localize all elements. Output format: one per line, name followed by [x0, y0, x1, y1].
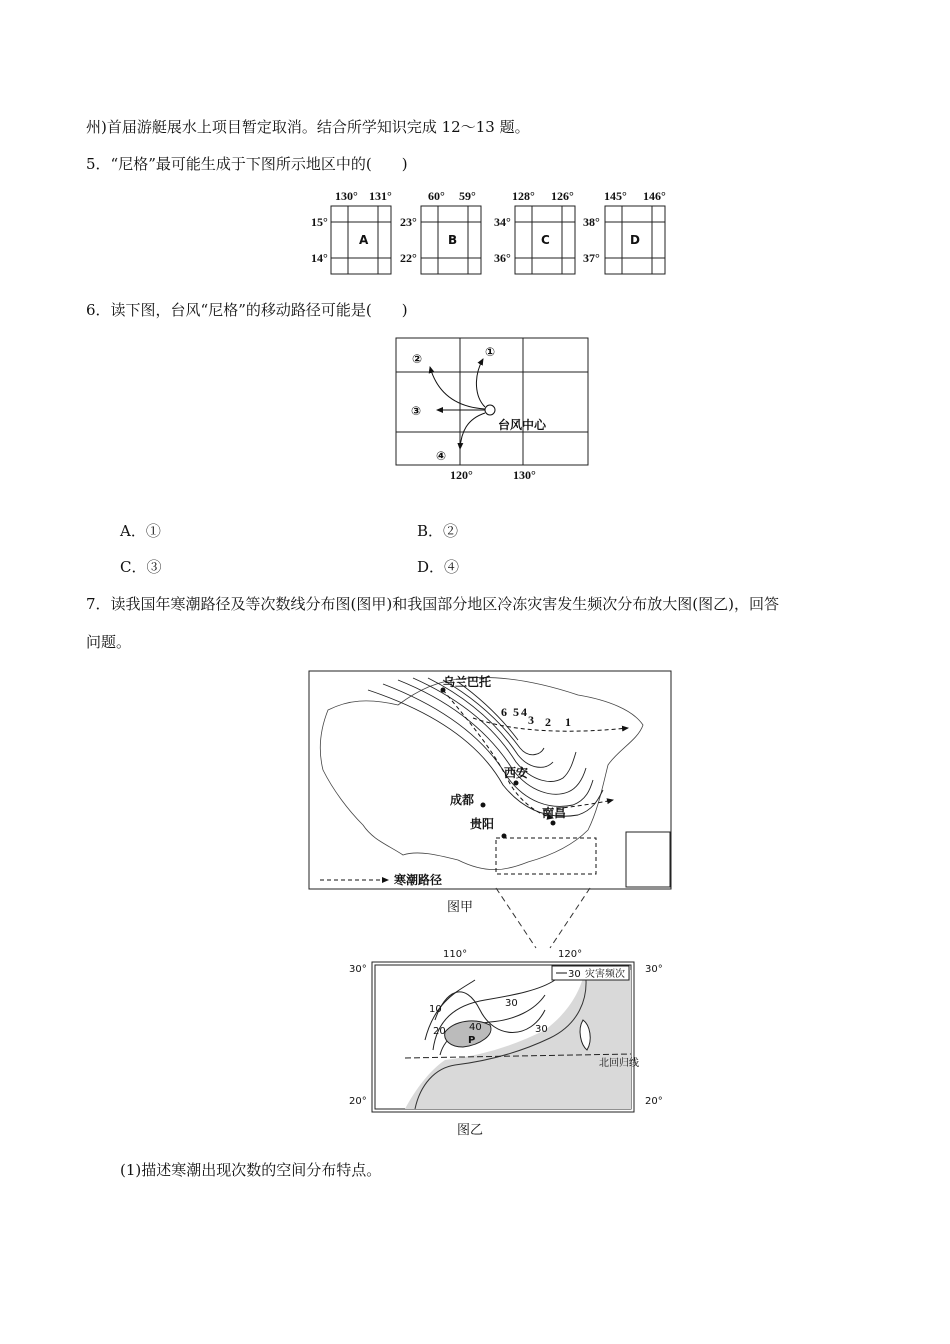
grid-c-lat-top: 34°: [494, 215, 511, 229]
city-chengdu: 成都: [450, 793, 475, 807]
grid-b-lon-right: 59°: [459, 189, 476, 203]
question-7-line2: 问题。: [86, 633, 132, 651]
option-a: A．①: [120, 522, 161, 540]
contour-1: 1: [565, 715, 571, 729]
typhoon-route-map: [395, 337, 595, 487]
route-4-path: [460, 413, 485, 449]
grid-a-lat-bottom: 14°: [311, 251, 328, 265]
option-b: B．②: [417, 522, 459, 540]
contour-40: 40: [469, 1022, 482, 1033]
grid-d-lat-bottom: 37°: [583, 251, 600, 265]
route-1-label: ①: [485, 345, 496, 359]
grid-d-lat-top: 38°: [583, 215, 600, 229]
grid-b-lon-left: 60°: [428, 189, 445, 203]
contour-6: 6: [501, 705, 507, 719]
route-1-path: [476, 359, 485, 407]
lon-120: 120°: [558, 949, 583, 960]
lat-20-left: 20°: [349, 1096, 367, 1107]
city-nanchang: 南昌: [542, 806, 567, 820]
contour-4: 4: [521, 705, 527, 719]
typhoon-center-label: 台风中心: [498, 418, 547, 432]
grid-c-lon-right: 126°: [551, 189, 574, 203]
grid-a-lon-left: 130°: [335, 189, 358, 203]
grid-d-lon-left: 145°: [604, 189, 627, 203]
legend-value: 30: [568, 969, 581, 980]
grid-b-lat-bottom: 22°: [400, 251, 417, 265]
map-jia-cold-wave: [308, 670, 674, 892]
lat-20-right: 20°: [645, 1096, 663, 1107]
route-4-label: ④: [436, 449, 447, 463]
city-xian: 西安: [504, 766, 529, 780]
grid-c-lon-left: 128°: [512, 189, 535, 203]
lon-120-label: 120°: [450, 468, 473, 482]
grid-a-lat-top: 15°: [311, 215, 328, 229]
question-7-line1: 7．读我国年寒潮路径及等次数线分布图(图甲)和我国部分地区冷冻灾害发生频次分布放大图(图乙)，回答: [86, 595, 779, 613]
grid-a-lon-right: 131°: [369, 189, 392, 203]
grid-c-lat-bottom: 36°: [494, 251, 511, 265]
contour-5: 5: [513, 705, 519, 719]
question-6: 6．读下图，台风“尼格”的移动路径可能是( ): [86, 301, 408, 319]
lon-110: 110°: [443, 949, 468, 960]
zoom-connector: [470, 888, 670, 948]
legend-text: 灾害频次: [585, 969, 625, 980]
region-p: P: [468, 1035, 476, 1046]
map-yi-frost-frequency: [345, 950, 665, 1120]
grid-d-lon-right: 146°: [643, 189, 666, 203]
contour-30-b: 30: [535, 1024, 548, 1035]
grid-d: [583, 189, 666, 274]
lat-30-left: 30°: [349, 964, 367, 975]
grid-b: [400, 189, 481, 274]
lat-30-right: 30°: [645, 964, 663, 975]
grid-b-lat-top: 23°: [400, 215, 417, 229]
option-c: C．③: [120, 558, 162, 576]
caption-yi: 图乙: [457, 1123, 484, 1138]
grid-b-label: B: [448, 233, 458, 247]
q5-grid-figure: [305, 184, 685, 279]
city-ulaanbaatar: 乌兰巴托: [443, 675, 492, 689]
contour-10: 10: [429, 1004, 442, 1015]
question-7-sub1: (1)描述寒潮出现次数的空间分布特点。: [120, 1161, 382, 1179]
lon-130-label: 130°: [513, 468, 536, 482]
route-2-label: ②: [412, 352, 423, 366]
question-5: 5．“尼格”最可能生成于下图所示地区中的( ): [86, 155, 408, 173]
caption-jia: 图甲: [447, 900, 474, 915]
grid-d-label: D: [630, 233, 640, 247]
grid-a: [311, 189, 392, 274]
contour-30-a: 30: [505, 998, 518, 1009]
intro-line: 州)首届游艇展水上项目暂定取消。结合所学知识完成 12～13 题。: [86, 118, 530, 136]
legend-cold-wave: 寒潮路径: [394, 873, 443, 887]
grid-a-label: A: [359, 233, 369, 247]
grid-c: [494, 189, 575, 274]
option-d: D．④: [417, 558, 460, 576]
grid-c-label: C: [541, 233, 550, 247]
contour-20: 20: [433, 1026, 446, 1037]
contour-3: 3: [528, 713, 534, 727]
contour-2: 2: [545, 715, 551, 729]
city-guiyang: 贵阳: [470, 817, 495, 831]
tropic-label: 北回归线: [599, 1058, 639, 1069]
route-3-label: ③: [411, 404, 422, 418]
